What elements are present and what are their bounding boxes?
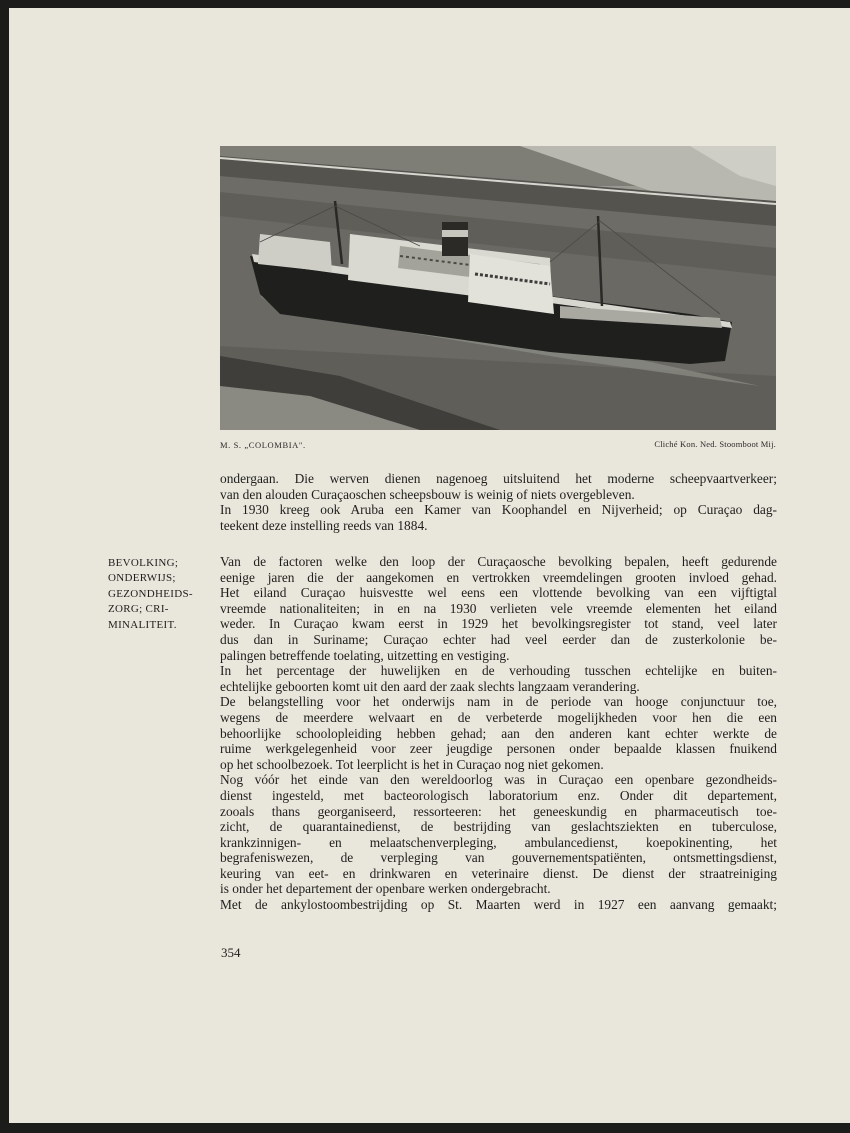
text-line: ondergaan. Die werven dienen nagenoeg uitsluitend het moderne scheepvaartverkeer; [220,471,777,486]
text-line: krankzinnigen- en melaatschenverpleging, ambulancedienst, koepokinenting, het [220,834,777,850]
text-line: zicht, de quarantainedienst, de bestrijding van geslachtsziekten en tuberculose, [220,819,777,835]
text-line: In 1930 kreeg ook Aruba een Kamer van Koophandel en Nijverheid; op Curaçao dag- [220,502,777,518]
margin-note-line: ZORG; CRI- [108,603,169,616]
margin-note-line: BEVOLKING; [108,557,179,569]
text-line: Nog vóór het einde van den wereldoorlog was in Curaçao een openbare gezondheids- [220,772,777,788]
photo-caption: M. S. „COLOMBIA". [220,440,306,450]
text-line: Het eiland Curaçao huisvestte wel eens een vlottende bevolking van een vijftigtal [220,585,777,601]
text-line: teekent deze instelling reeds van 1884. [220,517,428,533]
text-line: palingen betreffende toelating, uitzetting en vestiging. [220,647,510,663]
text-line: wegens de meerdere welvaart en de verbeterde mogelijkheden voor hen die een [220,709,777,725]
ship-photo-drawing [220,146,776,430]
text-line: zooals thans georganiseerd, ressorteeren: het geneeskundig en pharmaceutisch toe- [220,803,777,819]
ship-photograph [220,146,776,430]
text-line: In het percentage der huwelijken en de verhouding tusschen echtelijke en buiten- [220,663,777,679]
text-line: De belangstelling voor het onderwijs nam in de periode van hooge conjunctuur toe, [220,694,777,710]
text-line: echtelijke geboorten komt uit den aard der zaak slechts langzaam verandering. [220,678,640,694]
text-line: is onder het departement der openbare werken ondergebracht. [220,881,551,897]
text-line: eenige jaren die der aangekomen en vertrokken vreemdelingen grooten invloed gehad. [220,569,777,585]
text-line: op het schoolbezoek. Tot leerplicht is het in Curaçao nog niet gekomen. [220,756,604,772]
text-line: weder. In Curaçao kwam eerst in 1929 het bevolkingsregister tot stand, veel later [220,616,777,632]
photo-credit: Cliché Kon. Ned. Stoomboot Mij. [654,439,776,449]
book-page [9,8,850,1123]
text-line: Met de ankylostoombestrijding op St. Maarten werd in 1927 een aanvang gemaakt; [220,897,777,913]
text-line: behoorlijke schoolopleiding hebben gehad; aan den anderen kant echter werkte de [220,725,777,741]
margin-note-line: GEZONDHEIDS- [108,587,193,600]
margin-note [108,556,218,633]
text-line: begrafeniswezen, de verpleging van gouvernementspatiënten, ontsmettingsdienst, [220,850,777,866]
paragraph-block-2 [220,554,777,913]
paragraph-block-1 [220,471,777,533]
page-number: 354 [221,945,241,960]
margin-note-line: MINALITEIT. [108,618,177,631]
text-line: ruime werkgelegenheid voor zeer jeugdige personen onder bepaalde klassen fnuikend [220,741,777,757]
margin-note-line: ONDERWIJS; [108,572,176,585]
text-line: dienst ingesteld, met bacteorologisch laboratorium enz. Onder dit departement, [220,787,777,803]
text-line: keuring van eet- en drinkwaren en veterinaire dienst. De dienst der straatreiniging [220,865,777,881]
text-line: van den alouden Curaçaoschen scheepsbouw is weinig of niets overgebleven. [220,486,635,502]
text-line: Van de factoren welke den loop der Curaçaosche bevolking bepalen, heeft gedurende [220,554,777,569]
text-line: vreemde nationaliteiten; in en na 1930 verlieten vele vreemde elementen het eiland [220,600,777,616]
text-line: dus dan in Suriname; Curaçao echter had veel eerder dan de zusterkolonie be- [220,631,777,647]
